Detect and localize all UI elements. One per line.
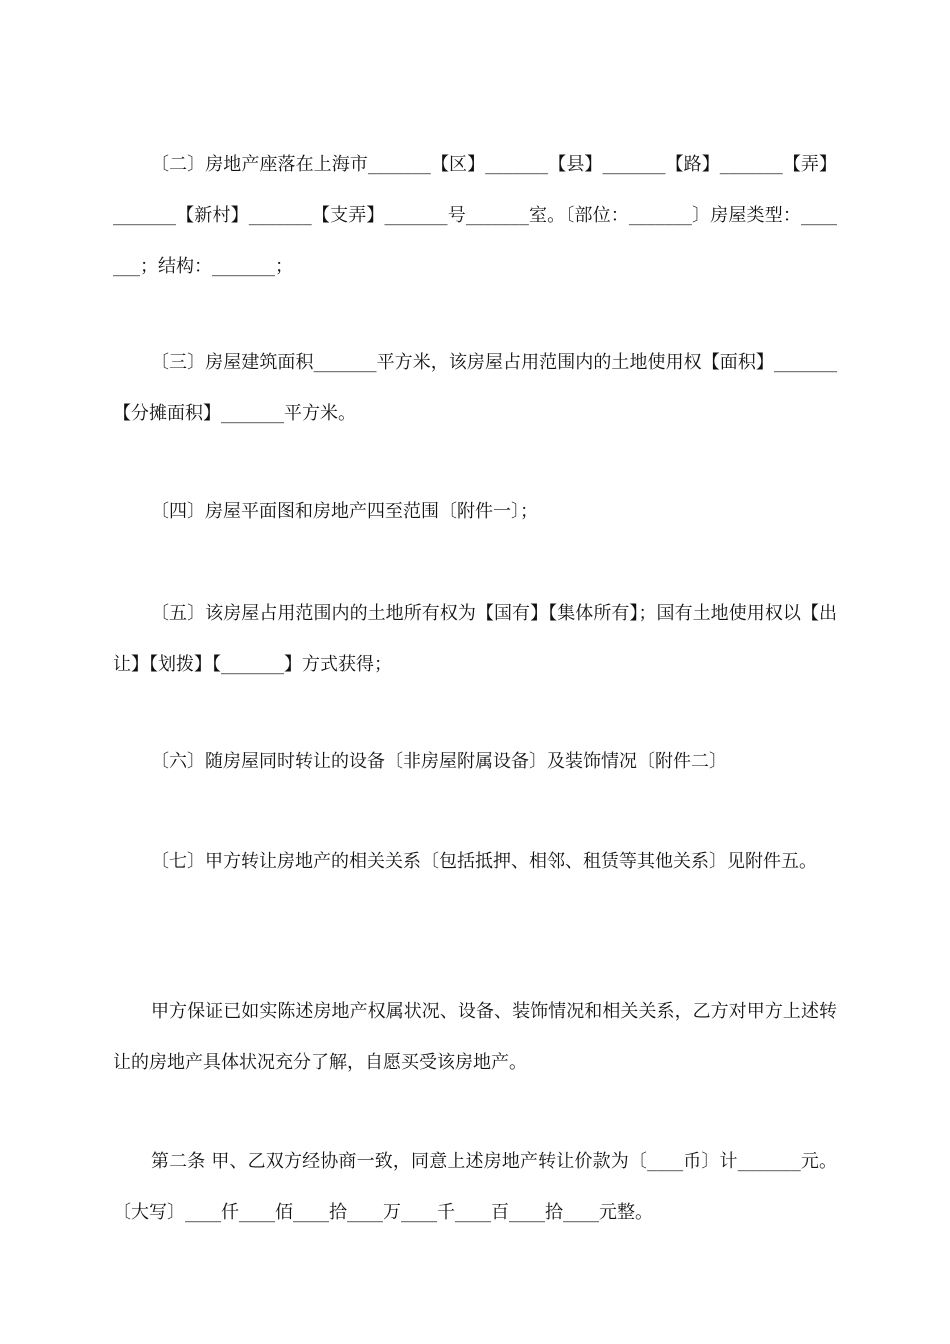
clause-6-equipment: 〔六〕随房屋同时转让的设备〔非房屋附属设备〕及装饰情况〔附件二〕 bbox=[151, 751, 727, 772]
clause-7-relations: 〔七〕甲方转让房地产的相关关系〔包括抵押、相邻、租赁等其他关系〕见附件五。 bbox=[151, 851, 817, 872]
clause-3-area: 〔三〕房屋建筑面积_______平方米，该房屋占用范围内的土地使用权【面积】_______【分摊面积】_______平方米。 bbox=[113, 352, 837, 424]
article-2-price: 第二条 甲、乙双方经协商一致，同意上述房地产转让价款为〔____币〕计_______元。〔大写〕____仟____佰____拾____万____千____百____拾____元整。 bbox=[113, 1151, 837, 1223]
party-a-guarantee: 甲方保证已如实陈述房地产权属状况、设备、装饰情况和相关关系，乙方对甲方上述转让的房地产具体状况充分了解，自愿买受该房地产。 bbox=[113, 1001, 837, 1073]
clause-5-land-ownership: 〔五〕该房屋占用范围内的土地所有权为【国有】【集体所有】；国有土地使用权以【出让】【划拨】【_______】方式获得； bbox=[113, 603, 837, 675]
clause-4-floor-plan: 〔四〕房屋平面图和房地产四至范围〔附件一〕； bbox=[151, 501, 538, 522]
clause-2-location: 〔二〕房地产座落在上海市_______【区】_______【县】_______【路】_______【弄】_______【新村】_______【支弄】_______号_______室。〔部位：_______〕房屋类型：_______；结构：_______； bbox=[113, 154, 837, 277]
